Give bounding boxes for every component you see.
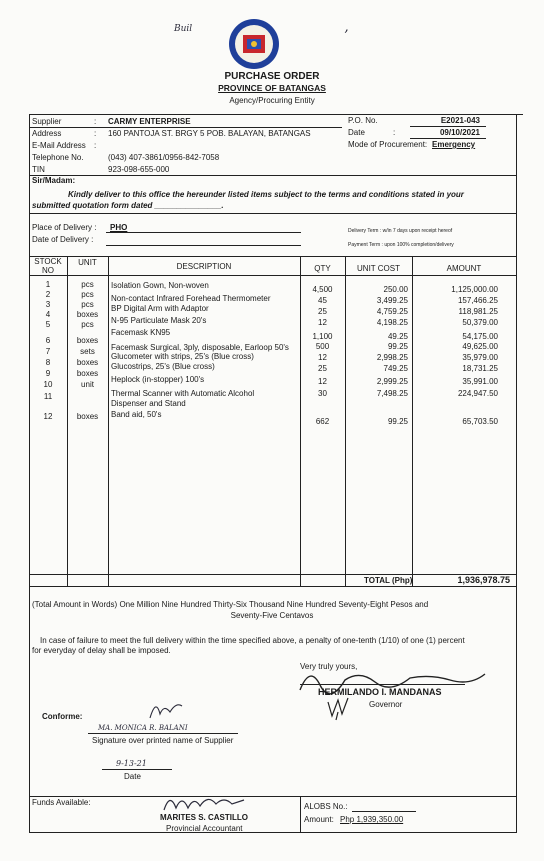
total-label: TOTAL (Php) (364, 576, 413, 585)
accountant-title: Provincial Accountant (166, 824, 243, 833)
row-1-description: Isolation Gown, Non-woven (111, 281, 209, 290)
row-9-unit-cost: 2,999.25 (376, 377, 408, 386)
supplier-tin: 923-098-655-000 (108, 165, 170, 174)
row-5-unit-cost: 49.25 (387, 332, 408, 341)
instruction-text: Kindly deliver to this office the hereunder listed items subject to the terms and conditions stated in your (68, 190, 464, 199)
col-header-unit: UNIT (78, 258, 97, 267)
supplier-signature-label: Signature over printed name of Supplier (92, 736, 234, 745)
alobs-amount: Php 1,939,350.00 (340, 815, 404, 824)
province-seal-logo (228, 18, 280, 70)
row-8-amount: 18,731.25 (462, 364, 498, 373)
date-label: Date (348, 128, 365, 137)
row-1-amount: 1,125,000.00 (451, 285, 498, 294)
row-9-qty: 12 (318, 377, 327, 386)
row-8-description: Glucostrips, 25's (Blue cross) (111, 362, 215, 371)
row-11-description: Dispenser and Stand (111, 399, 186, 408)
row-4-qty: 12 (318, 318, 327, 327)
row-5-unit: pcs (81, 320, 94, 329)
supplier-address: 160 PANTOJA ST. BRGY 5 POB. BALAYAN, BATANGAS (108, 129, 311, 138)
delivery-term: Delivery Term : w/in 7 days upon receipt hereof (348, 228, 453, 234)
payment-term: Payment Term : upon 100% completion/delivery (348, 242, 454, 248)
initial-mark (324, 694, 354, 724)
row-12-description: Band aid, 50's (111, 410, 162, 419)
row-5-qty: 1,100 (312, 332, 333, 341)
po-number: E2021-043 (440, 116, 480, 125)
funds-available-label: Funds Available: (32, 798, 91, 807)
row-1-qty: 4,500 (312, 285, 333, 294)
row-5-stock-no: 5 (45, 320, 51, 329)
handwritten-mark: ’ (344, 28, 349, 44)
supplier-printed-name: MA. MONICA R. BALANI (98, 724, 188, 732)
row-6-description: Facemask Surgical, 3ply, disposable, Earloop 50's (111, 343, 289, 352)
mode-label: Mode of Procurement: (348, 140, 428, 149)
row-3-unit: pcs (81, 300, 94, 309)
handwritten-note: Buil (174, 24, 193, 34)
col-header-stock: STOCK NO (34, 257, 62, 275)
amount-in-words-2: Seventy-Five Centavos (230, 611, 314, 620)
row-8-stock-no: 8 (45, 358, 51, 367)
amount-in-words: (Total Amount in Words) One Million Nine Hundred Thirty-Six Thousand Nine Hundred Seventy-Eight Pesos and (32, 600, 429, 609)
supplier-colons: : : : (94, 117, 97, 150)
row-7-amount: 35,979.00 (462, 353, 498, 362)
row-10-unit: unit (81, 380, 94, 389)
conforme-date-label: Date (124, 772, 141, 781)
col-header-description: DESCRIPTION (176, 262, 232, 271)
row-2-qty: 45 (318, 296, 327, 305)
row-7-qty: 12 (318, 353, 327, 362)
row-10-unit-cost: 7,498.25 (376, 389, 408, 398)
supplier-signature (146, 694, 186, 724)
row-4-unit: boxes (76, 310, 99, 319)
row-7-unit-cost: 2,998.25 (376, 353, 408, 362)
row-10-qty: 30 (318, 389, 327, 398)
row-7-unit: sets (80, 347, 95, 356)
row-4-unit-cost: 4,198.25 (376, 318, 408, 327)
row-12-unit: boxes (76, 412, 99, 421)
row-3-amount: 118,981.25 (458, 307, 498, 316)
row-3-unit-cost: 4,759.25 (376, 307, 408, 316)
col-header-amount: AMOUNT (446, 264, 482, 273)
agency-label: Agency/Procuring Entity (229, 96, 315, 105)
row-5-description: Facemask KN95 (111, 328, 171, 337)
row-12-amount: 65,703.50 (462, 417, 498, 426)
row-11-stock-no: 11 (43, 392, 53, 401)
row-8-qty: 25 (318, 364, 327, 373)
row-6-unit-cost: 99.25 (387, 342, 408, 351)
penalty-text: In case of failure to meet the full delivery within the time specified above, a penalty of one-tenth (1/10) of one (1) percent (40, 636, 465, 645)
place-of-delivery: PHO (110, 223, 128, 232)
instruction-text-2: submitted quotation form dated _______________. (32, 201, 224, 210)
row-2-unit-cost: 3,499.25 (376, 296, 408, 305)
col-header-unit-cost: UNIT COST (357, 264, 400, 273)
row-1-unit: pcs (81, 280, 94, 289)
row-8-unit-cost: 749.25 (383, 364, 408, 373)
po-label: P.O. No. (348, 116, 378, 125)
row-12-unit-cost: 99.25 (387, 417, 408, 426)
row-3-qty: 25 (318, 307, 327, 316)
row-10-amount: 224,947.50 (457, 389, 498, 398)
row-4-amount: 50,379.00 (462, 318, 498, 327)
row-6-unit: boxes (76, 336, 99, 345)
total-value: 1,936,978.75 (457, 575, 510, 585)
alobs-label: ALOBS No.: (304, 802, 348, 811)
supplier-email (108, 140, 311, 152)
row-10-stock-no: 10 (43, 380, 53, 389)
row-5-amount: 54,175.00 (462, 332, 498, 341)
row-3-stock-no: 3 (45, 300, 51, 309)
row-9-description: Heplock (in-stopper) 100's (111, 375, 205, 384)
row-9-stock-no: 9 (45, 369, 51, 378)
page-title: PURCHASE ORDER (224, 71, 320, 82)
row-4-stock-no: 4 (45, 310, 51, 319)
row-2-unit: pcs (81, 290, 94, 299)
supplier-values (108, 116, 311, 176)
row-1-unit-cost: 250.00 (383, 285, 408, 294)
row-6-qty: 500 (315, 342, 330, 351)
po-date: 09/10/2021 (439, 128, 480, 137)
mode-value: Emergency (432, 140, 476, 149)
conforme-label: Conforme: (42, 712, 83, 721)
supplier-phone: (043) 407-3861/0956-842-7058 (108, 153, 220, 162)
row-9-amount: 35,991.00 (462, 377, 498, 386)
governor-title: Governor (369, 700, 403, 709)
row-12-qty: 662 (315, 417, 330, 426)
supplier-name: CARMY ENTERPRISE (108, 117, 191, 126)
conforme-date: 9-13-21 (116, 759, 147, 768)
row-2-description: Non-contact Infrared Forehead Thermometer (111, 294, 271, 303)
governor-name: HERMILANDO I. MANDANAS (318, 687, 442, 697)
row-12-stock-no: 12 (43, 412, 53, 421)
accountant-name: MARITES S. CASTILLO (160, 813, 248, 822)
salutation: Sir/Madam: (32, 176, 76, 185)
supplier-labels: Supplier Address E-Mail Address Telephone No. TIN (32, 117, 86, 174)
place-of-delivery-label: Place of Delivery : (32, 223, 97, 232)
row-4-description: N-95 Particulate Mask 20's (111, 316, 207, 325)
row-7-description: Glucometer with strips, 25's (Blue cross) (111, 352, 254, 361)
row-7-stock-no: 7 (45, 347, 51, 356)
row-9-unit: boxes (76, 369, 99, 378)
row-2-amount: 157,466.25 (457, 296, 498, 305)
row-6-stock-no: 6 (45, 336, 51, 345)
row-6-amount: 49,625.00 (462, 342, 498, 351)
closing: Very truly yours, (300, 662, 358, 671)
date-of-delivery-label: Date of Delivery : (32, 235, 94, 244)
row-1-stock-no: 1 (45, 280, 51, 289)
penalty-text-2: for everyday of delay shall be imposed. (32, 646, 171, 655)
col-header-qty: QTY (314, 264, 331, 273)
province-name: PROVINCE OF BATANGAS (218, 83, 326, 93)
row-2-stock-no: 2 (45, 290, 51, 299)
row-3-description: BP Digital Arm with Adaptor (111, 304, 209, 313)
alobs-amount-label: Amount: (304, 815, 334, 824)
row-10-description: Thermal Scanner with Automatic Alcohol (111, 389, 255, 398)
row-8-unit: boxes (76, 358, 99, 367)
